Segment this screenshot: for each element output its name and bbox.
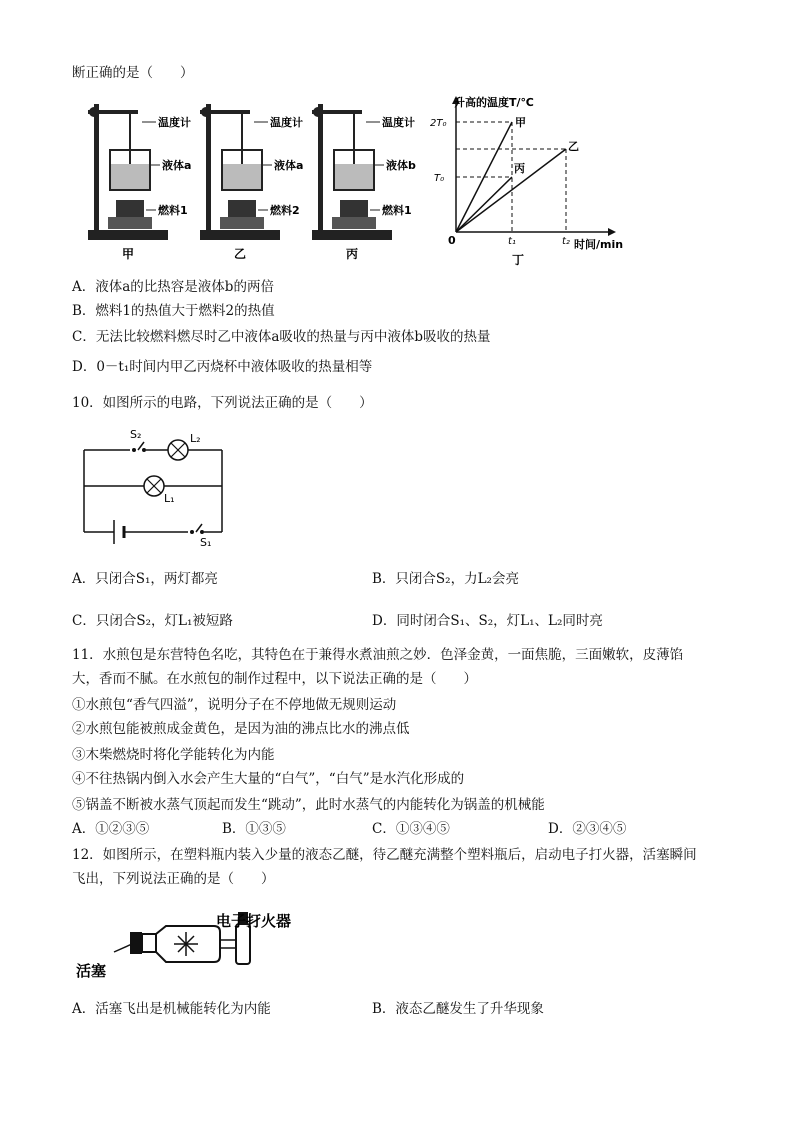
q9-apparatus-figure <box>80 92 440 272</box>
apparatus-jia <box>88 104 191 261</box>
q9-option-a: A．液体a的比热容是液体b的两倍 <box>72 279 274 295</box>
q10-option-a: A．只闭合S₁，两灯都亮 <box>72 571 218 587</box>
jia-caption: 甲 <box>122 247 135 261</box>
jia-fuel-label: 燃料1 <box>158 204 188 217</box>
igniter-icon <box>236 924 250 964</box>
q11-stem-line1: 11．水煎包是东营特色名吃，其特色在于兼得水煮油煎之妙．色泽金黄，一面焦脆，三面嫩软，皮薄馅 <box>72 647 684 663</box>
label-l1: L₁ <box>164 492 175 505</box>
bing-liquid-label: 液体b <box>386 159 416 172</box>
graph-y-tick-t0: T₀ <box>434 173 445 184</box>
graph-x-tick-t1: t₁ <box>508 236 516 247</box>
bing-fuel-label: 燃料1 <box>382 204 412 217</box>
label-s2: S₂ <box>130 428 142 441</box>
apparatus-bing <box>312 104 416 261</box>
q11-item-4: ④不往热锅内倒入水会产生大量的“白气”，“白气”是水汽化形成的 <box>72 771 465 787</box>
q10-option-d: D．同时闭合S₁、S₂，灯L₁、L₂同时亮 <box>372 613 603 629</box>
q9-temperature-graph <box>428 92 638 272</box>
q9-option-c: C．无法比较燃料燃尽时乙中液体a吸收的热量与丙中液体b吸收的热量 <box>72 329 491 345</box>
q12-stem-line2: 飞出，下列说法正确的是（ ） <box>72 871 275 887</box>
jia-thermometer-label: 温度计 <box>158 116 191 129</box>
q9-option-b: B．燃料1的热值大于燃料2的热值 <box>72 303 275 319</box>
piston-label: 活塞 <box>76 962 107 980</box>
graph-label-jia: 甲 <box>515 116 526 129</box>
q12-option-a: A．活塞飞出是机械能转化为内能 <box>72 1001 271 1017</box>
igniter-label: 电子打火器 <box>216 912 292 930</box>
q11-item-2: ②水煎包能被煎成金黄色，是因为油的沸点比水的沸点低 <box>72 721 410 737</box>
q10-stem: 10．如图所示的电路，下列说法正确的是（ ） <box>72 395 373 411</box>
jia-liquid-label: 液体a <box>162 159 192 172</box>
line-bing <box>456 177 512 232</box>
yi-liquid-label: 液体a <box>274 159 304 172</box>
graph-x-tick-t2: t₂ <box>562 236 570 247</box>
q9-option-d: D．0－t₁时间内甲乙丙烧杯中液体吸收的热量相等 <box>72 359 373 375</box>
q10-option-c: C．只闭合S₂，灯L₁被短路 <box>72 613 233 629</box>
q11-item-1: ①水煎包“香气四溢”，说明分子在不停地做无规则运动 <box>72 697 397 713</box>
graph-label-bing: 丙 <box>514 162 525 175</box>
graph-label-yi: 乙 <box>568 140 579 153</box>
label-l2: L₂ <box>190 432 201 445</box>
graph-y-label: 升高的温度T/℃ <box>454 96 534 109</box>
yi-caption: 乙 <box>234 247 247 261</box>
line-yi <box>456 149 566 232</box>
label-s1: S₁ <box>200 536 212 549</box>
yi-thermometer-label: 温度计 <box>270 116 303 129</box>
q11-option-d: D．②③④⑤ <box>548 821 627 837</box>
q12-bottle-figure <box>74 904 334 994</box>
q11-stem-line2: 大，香而不腻。在水煎包的制作过程中，以下说法正确的是（ ） <box>72 671 477 687</box>
q11-option-b: B．①③⑤ <box>222 821 286 837</box>
q9-stem-tail: 断正确的是（ ） <box>72 65 194 81</box>
q12-stem-line1: 12．如图所示，在塑料瓶内装入少量的液态乙醚，待乙醚充满整个塑料瓶后，启动电子打火器，活塞瞬间 <box>72 847 697 863</box>
q10-option-b: B．只闭合S₂，力L₂会亮 <box>372 571 519 587</box>
graph-caption: 丁 <box>512 253 525 267</box>
apparatus-yi <box>200 104 303 261</box>
bing-thermometer-label: 温度计 <box>382 116 415 129</box>
q12-option-b: B．液态乙醚发生了升华现象 <box>372 1001 544 1017</box>
graph-y-tick-2t0: 2T₀ <box>430 118 447 129</box>
yi-fuel-label: 燃料2 <box>270 204 300 217</box>
q11-item-3: ③木柴燃烧时将化学能转化为内能 <box>72 747 275 763</box>
q11-option-a: A．①②③⑤ <box>72 821 150 837</box>
piston-icon <box>130 932 142 954</box>
q11-option-c: C．①③④⑤ <box>372 821 450 837</box>
q11-item-5: ⑤锅盖不断被水蒸气顶起而发生“跳动”，此时水蒸气的内能转化为锅盖的机械能 <box>72 797 545 813</box>
bing-caption: 丙 <box>346 247 359 261</box>
graph-x-label: 时间/min <box>574 238 624 251</box>
q10-circuit-diagram <box>78 420 238 550</box>
graph-origin: 0 <box>448 234 456 247</box>
